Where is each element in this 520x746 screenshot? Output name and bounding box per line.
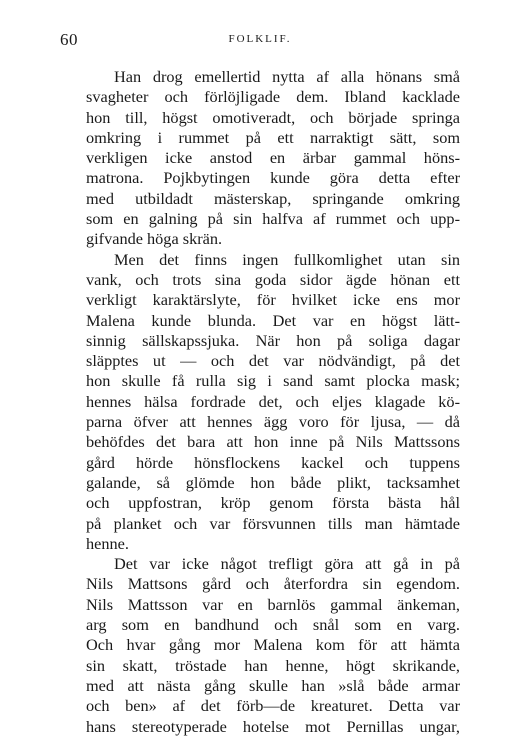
body-text <box>86 67 460 737</box>
text-line: Nils Mattsson var en barnlös gammal änkeman, <box>86 594 460 614</box>
text-line: sin skatt, tröstade han henne, högt skrikande, <box>86 655 460 675</box>
text-line: hon skulle få rulla sig i sand samt plocka mask; <box>86 371 460 391</box>
text-line: parna öfver att hennes ägg voro för ljusa, — då <box>86 412 460 432</box>
text-line: galande, så glömde hon både plikt, tacksamhet <box>86 472 460 492</box>
text-line: matrona. Pojkbytingen kunde göra detta efter <box>86 168 460 188</box>
running-title: FOLKLIF. <box>228 33 292 45</box>
text-line: hon till, högst omotiveradt, och började springa <box>86 107 460 127</box>
text-line: henne. <box>86 533 129 553</box>
text-line: släpptes ut — och det var nödvändigt, på det <box>86 351 460 371</box>
text-line: som en galning på sin halfva af rummet och upp- <box>86 209 460 229</box>
text-line: arg som en bandhund och snål som en varg. <box>86 615 460 635</box>
text-line: gård hörde hönsflockens kackel och tuppens <box>86 452 460 472</box>
text-line: Han drog emellertid nytta af alla hönans små <box>114 67 460 86</box>
text-line: Och hvar gång mor Malena kom för att hämta <box>86 635 460 655</box>
text-line: vank, och trots sina goda sidor ägde hönan ett <box>86 269 460 289</box>
text-line: Men det finns ingen fullkomlighet utan sin <box>114 249 460 269</box>
page-number: 60 <box>60 30 78 49</box>
text-line: verkligt karaktärslyte, för hvilket icke ens mor <box>86 290 460 310</box>
text-line: Det var icke något trefligt göra att gå in på <box>114 554 460 574</box>
text-line: svagheter och förlöjligade dem. Ibland kacklade <box>86 87 460 107</box>
text-line: Malena kunde blunda. Det var en högst lätt- <box>86 310 460 330</box>
text-line: verkligen icke anstod en ärbar gammal höns- <box>86 148 460 168</box>
text-line: omkring i rummet på ett narraktigt sätt, som <box>86 127 460 147</box>
text-line: sinnig sällskapssjuka. När hon på soliga dagar <box>86 330 460 350</box>
text-line: gifvande höga skrän. <box>86 229 223 249</box>
page-header <box>60 30 460 54</box>
text-line: med att nästa gång skulle han »slå både armar <box>86 675 460 695</box>
text-line: på planket och var försvunnen tills man hämtade <box>86 513 460 533</box>
text-line: Nils Mattsons gård och återfordra sin egendom. <box>86 574 460 594</box>
text-line: hennes hälsa fordrade det, och eljes klagade kö- <box>86 391 460 411</box>
text-line: behöfdes det bara att hon inne på Nils Mattssons <box>86 432 460 452</box>
text-line: med utbildadt mästerskap, springande omkring <box>86 188 460 208</box>
text-line: och uppfostran, kröp genom första bästa hål <box>86 493 460 513</box>
text-line: och ben» af det förb—de kreaturet. Detta var <box>86 696 460 716</box>
text-line: hans stereotyperade hotelse mot Pernillas ungar, <box>86 716 460 736</box>
